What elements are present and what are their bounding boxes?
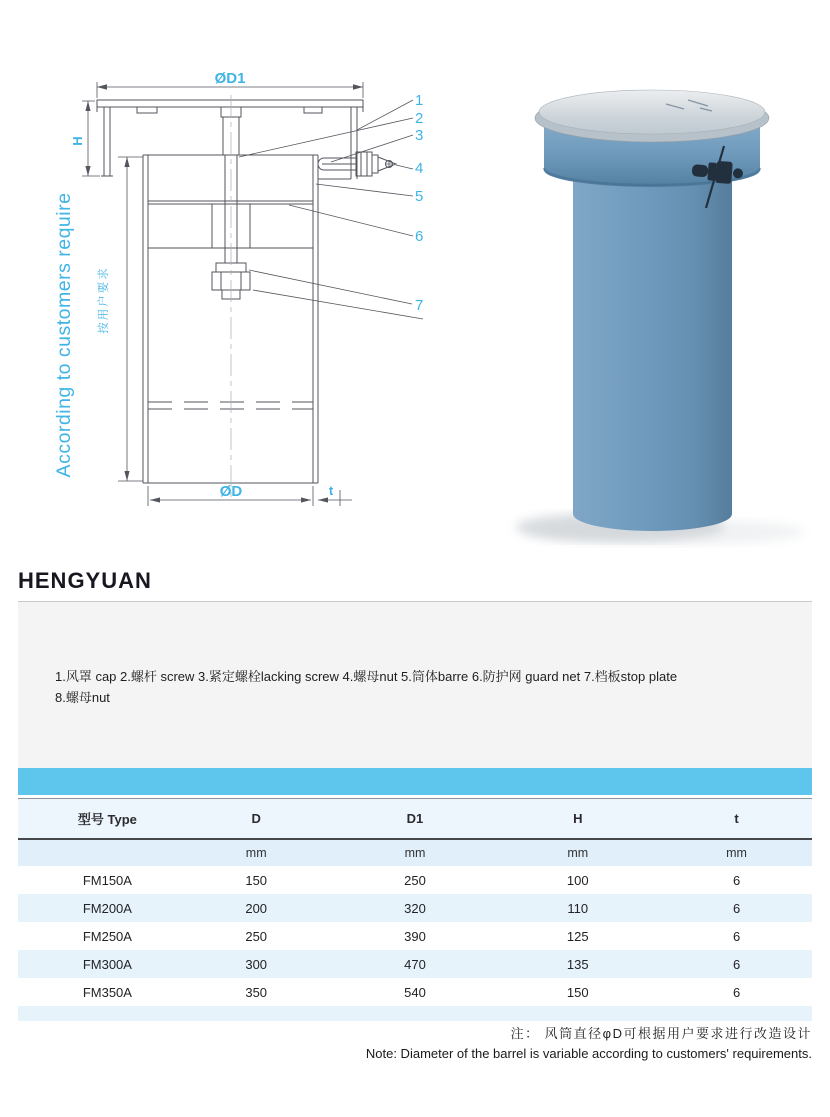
dim-label-h: H	[70, 136, 85, 146]
callout-7: 7	[415, 297, 424, 314]
cell-t: 6	[661, 978, 812, 1006]
col-header-t: t	[661, 799, 812, 840]
cell-type: FM200A	[18, 894, 177, 922]
footer-note-en: Note: Diameter of the barrel is variable according to customers' requirements.	[365, 1046, 812, 1061]
footer-note-cn: 注： 风筒直径φD可根据用户要求进行改造设计	[510, 1026, 812, 1041]
callout-6: 6	[415, 228, 424, 245]
callout-2: 2	[415, 110, 424, 127]
cell-d: 150	[177, 866, 336, 894]
cell-t: 6	[661, 866, 812, 894]
cell-h: 135	[494, 950, 661, 978]
cell-d1: 250	[336, 866, 495, 894]
spec-table-container	[18, 798, 812, 1021]
col-header-type: 型号 Type	[18, 799, 177, 840]
unit-cell: mm	[494, 839, 661, 866]
accent-band	[18, 768, 812, 795]
vertical-note-en: According to customers require	[53, 192, 75, 478]
table-row	[18, 950, 812, 978]
parts-panel	[18, 602, 812, 768]
cell-h: 125	[494, 922, 661, 950]
table-row	[18, 922, 812, 950]
parts-legend-line2: 8.螺母nut	[55, 690, 110, 705]
cell-type: FM250A	[18, 922, 177, 950]
dim-label-t: t	[328, 483, 334, 498]
cell-type: FM350A	[18, 978, 177, 1006]
callout-4: 4	[415, 160, 424, 177]
table-row	[18, 978, 812, 1006]
footer-notes	[366, 1024, 812, 1064]
barrel-body	[573, 172, 732, 531]
cell-d: 300	[177, 950, 336, 978]
dim-label-d1: ØD1	[214, 70, 246, 87]
callout-5: 5	[415, 188, 424, 205]
cap-lid	[539, 90, 765, 134]
cell-d1: 540	[336, 978, 495, 1006]
cell-t: 6	[661, 950, 812, 978]
callout-3: 3	[415, 127, 424, 144]
table-row	[18, 866, 812, 894]
col-header-d: D	[177, 799, 336, 840]
table-header-row	[18, 799, 812, 840]
spec-table	[18, 798, 812, 1021]
unit-cell: mm	[177, 839, 336, 866]
vertical-note-cn: 按用户要求	[98, 266, 110, 334]
cell-h: 150	[494, 978, 661, 1006]
callout-1: 1	[415, 92, 424, 109]
drawing-labels	[53, 70, 423, 500]
col-header-d1: D1	[336, 799, 495, 840]
cell-d1: 390	[336, 922, 495, 950]
unit-cell: mm	[336, 839, 495, 866]
parts-legend	[55, 666, 782, 708]
cell-type: FM150A	[18, 866, 177, 894]
unit-cell	[18, 839, 177, 866]
parts-legend-line1: 1.风罩 cap 2.螺杆 screw 3.紧定螺栓lacking screw 4.螺母nut 5.筒体barre 6.防护网 guard net 7.档板stop plate	[55, 669, 678, 684]
unit-cell: mm	[661, 839, 812, 866]
cell-t: 6	[661, 894, 812, 922]
table-units-row	[18, 839, 812, 866]
table-row	[18, 894, 812, 922]
cell-t: 6	[661, 922, 812, 950]
callout-leaders	[239, 100, 423, 319]
product-photo	[470, 40, 830, 560]
table-footer-strip	[18, 1006, 812, 1021]
cell-d: 200	[177, 894, 336, 922]
cell-d1: 470	[336, 950, 495, 978]
cell-h: 110	[494, 894, 661, 922]
cell-d: 350	[177, 978, 336, 1006]
dim-label-d: ØD	[219, 483, 243, 500]
cell-type: FM300A	[18, 950, 177, 978]
cell-d: 250	[177, 922, 336, 950]
cell-h: 100	[494, 866, 661, 894]
col-header-h: H	[494, 799, 661, 840]
brand-title: HENGYUAN	[18, 568, 152, 593]
cell-d1: 320	[336, 894, 495, 922]
technical-drawing	[0, 0, 455, 560]
